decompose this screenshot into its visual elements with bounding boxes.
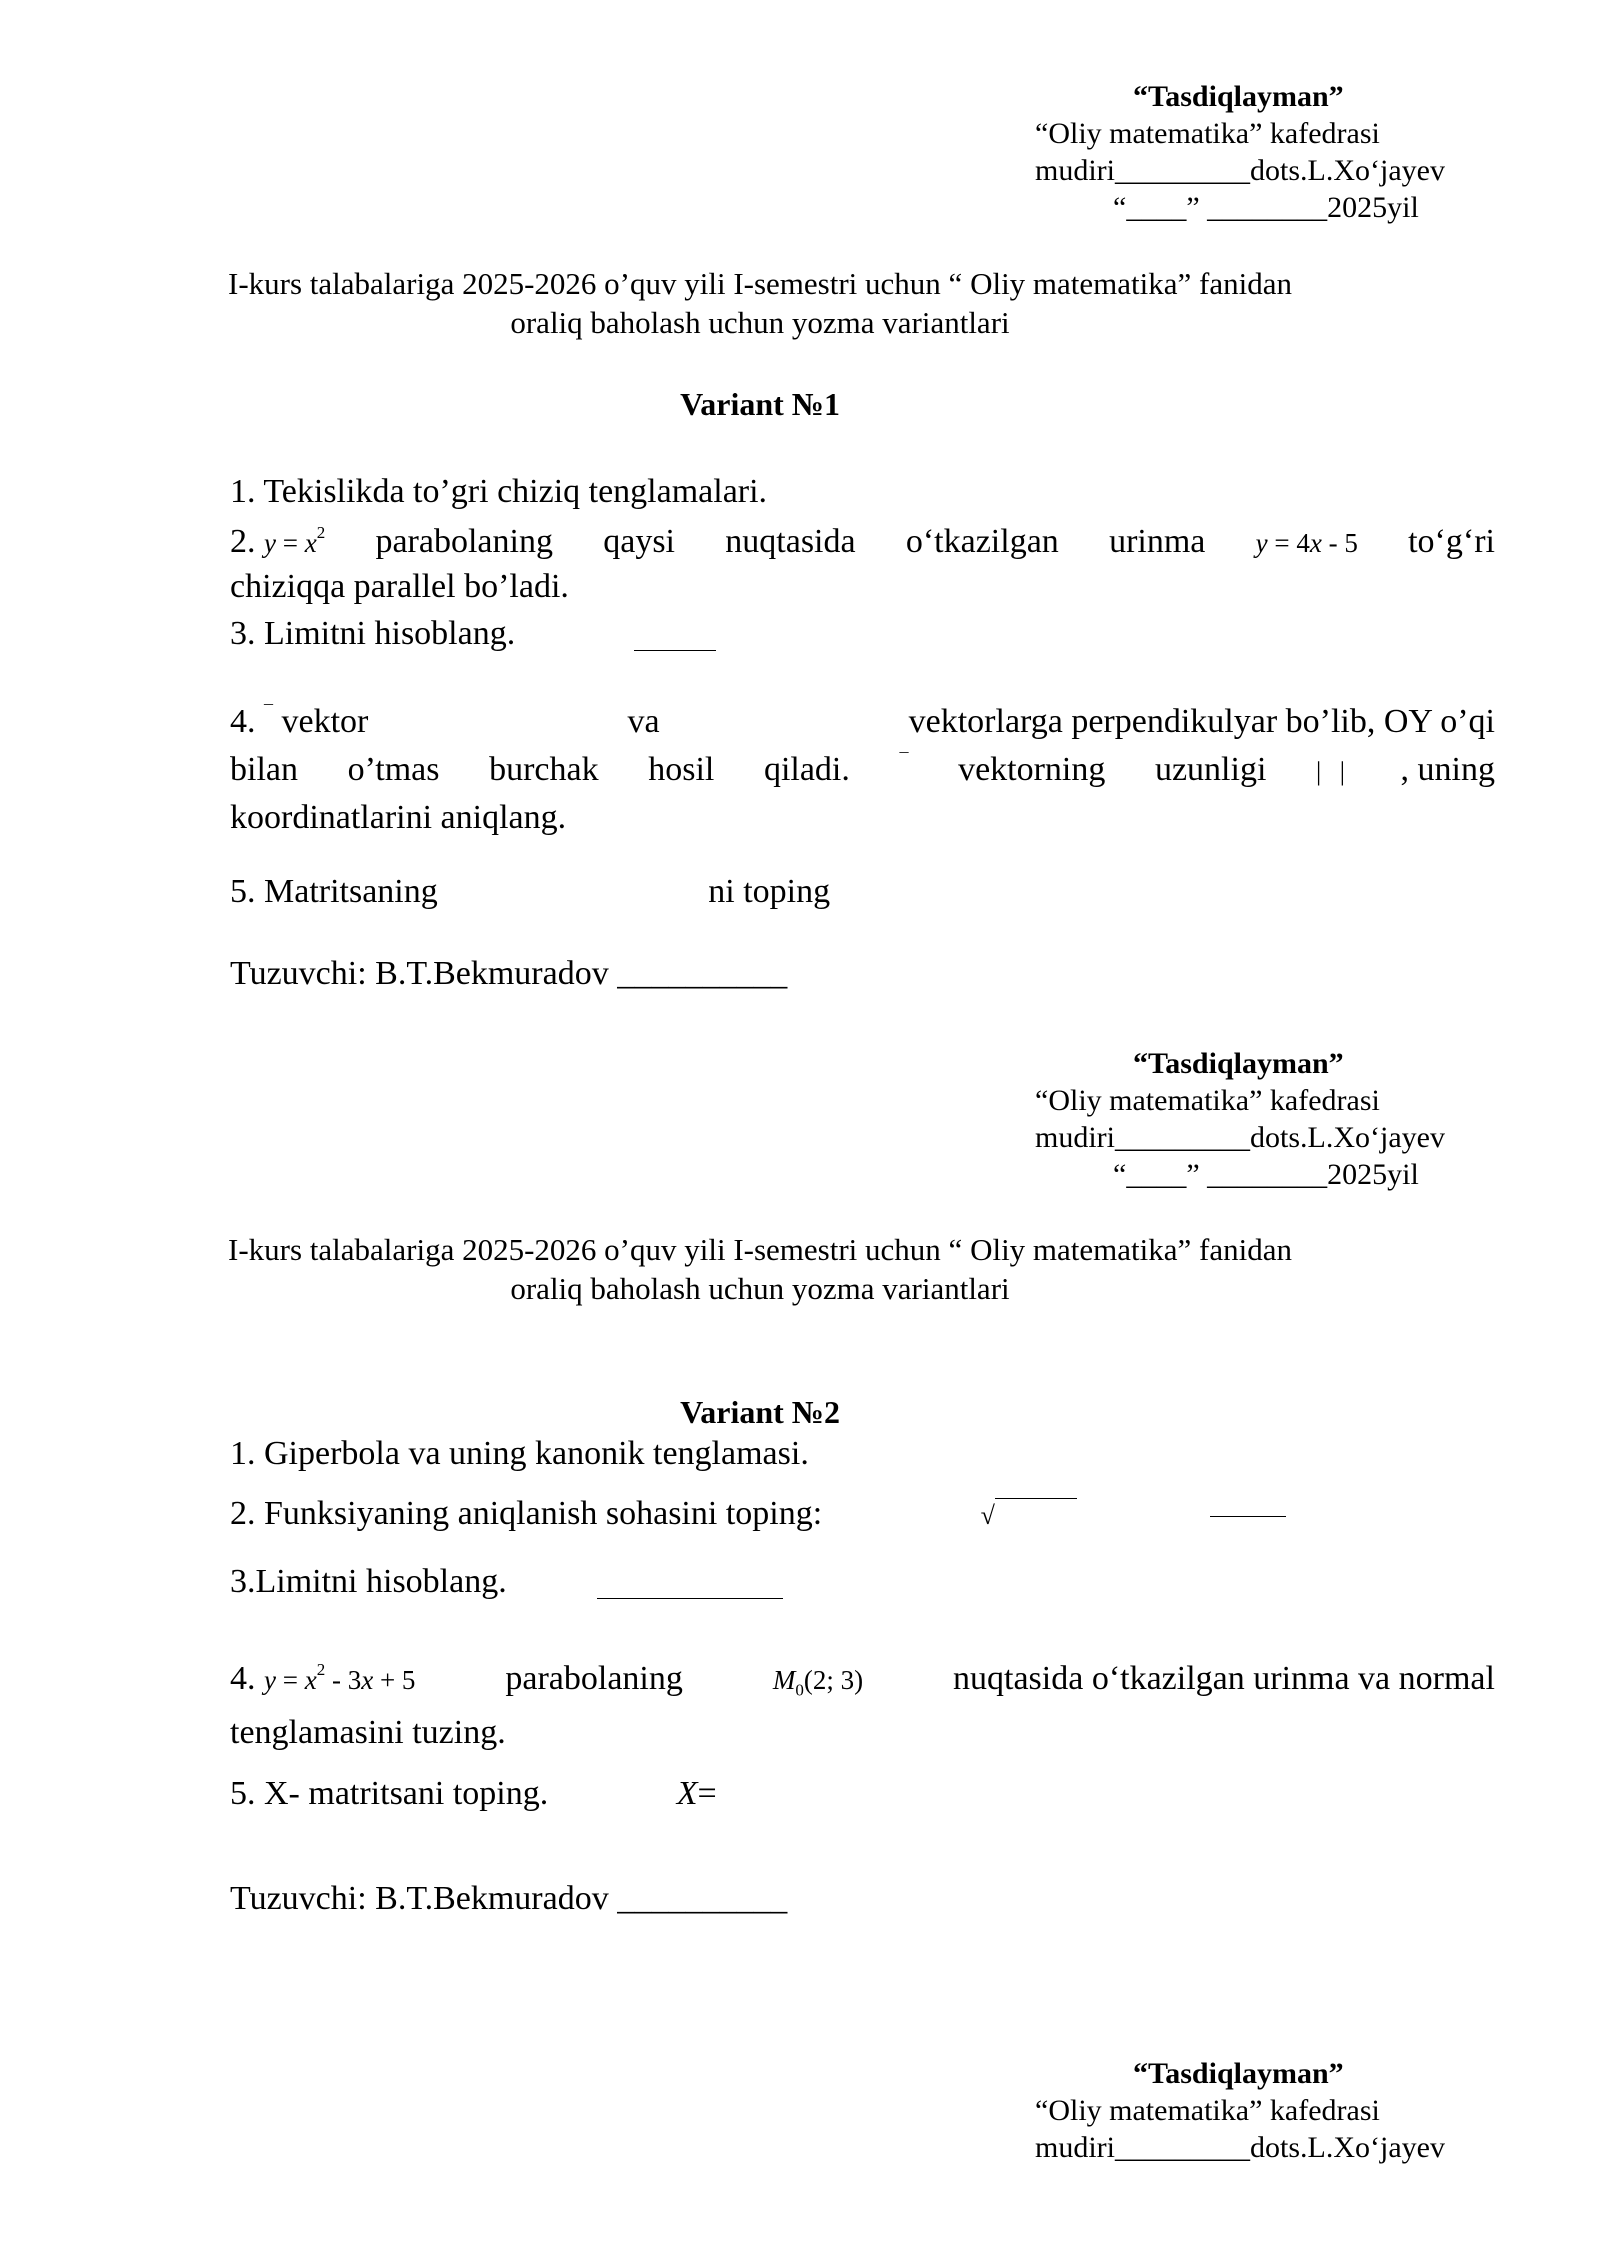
approval-head: mudiri_________dots.L.Xo‘jayev [1035, 154, 1445, 187]
v2-question-5: 5. X- matritsani toping. X= [230, 1775, 717, 1812]
v1-q2-word: urinma [1109, 523, 1206, 560]
v1-q2-number: 2. $y = x^2$ [230, 523, 326, 560]
v2-q4-line-1: 4. $y = x^2 - 3x + 5$ parabolaning $M_0(2$; 3) nuqtasida o‘tkazilgan urinma va normal [230, 1652, 1495, 1711]
approval-date: “____” ________2025yil [1113, 1158, 1419, 1191]
v1-q4-line-3: koordinatlarini aniqlang. [230, 799, 567, 836]
v2-question-3: 3.Limitni hisoblang. [230, 1560, 1495, 1603]
v1-question-5: 5. Matritsaning ni toping [230, 873, 831, 910]
v1-q2-word: parabolaning [375, 523, 553, 560]
v1-q2-word: qaysi [603, 523, 676, 560]
v2-question-4 [230, 1652, 1495, 1754]
v2-question-2: 2. Funksiyaning aniqlanish sohasini toping: √ [230, 1492, 1495, 1537]
heading-line-2: oraliq baholash uchun yozma variantlari [510, 305, 1010, 340]
variant-1-title: Variant №1 [680, 386, 840, 422]
v1-q2-word: nuqtasida [725, 523, 856, 560]
approval-department: “Oliy matematika” kafedrasi [1035, 117, 1380, 150]
document-heading-1 [200, 264, 1320, 342]
abs-value-bars: | | [1316, 757, 1351, 786]
fraction-bar [634, 650, 716, 651]
square-root-bar [995, 1498, 1077, 1500]
heading-line-1: I-kurs talabalariga 2025-2026 o’quv yili I-semestri uchun “ Oliy matematika” fanidan [228, 266, 1292, 301]
vector-bar: ¯ [264, 702, 273, 722]
parabola-formula: $y = x^2 - 3x + 5$ [264, 1660, 416, 1695]
approval-block-1 [1035, 78, 1495, 226]
approval-title: “Tasdiqlayman” [1133, 1047, 1344, 1080]
v1-q4-line-2: bilan o’tmas burchak hosil qiladi. ¯ vektorning uzunligi | | , uning [230, 748, 1495, 796]
approval-head: mudiri_________dots.L.Xo‘jayev [1035, 2131, 1445, 2164]
vector-bar: ¯ [899, 750, 909, 770]
variant-2-title: Variant №2 [680, 1394, 840, 1430]
v1-q2-word: to‘g‘ri [1408, 523, 1495, 560]
approval-title: “Tasdiqlayman” [1133, 2057, 1344, 2090]
document-heading-2 [200, 1230, 1320, 1308]
approval-block-2 [1035, 1045, 1495, 1193]
approval-head: mudiri_________dots.L.Xo‘jayev [1035, 1121, 1445, 1154]
heading-line-1: I-kurs talabalariga 2025-2026 o’quv yili I-semestri uchun “ Oliy matematika” fanidan [228, 1232, 1292, 1267]
line-formula: y = 4x - 5 [1255, 528, 1358, 558]
approval-block-3 [1035, 2055, 1495, 2166]
v1-q4-line-1: 4. ¯ vektor va vektorlarga perpendikulyar bo’lib, OY o’qi [230, 702, 1495, 740]
approval-department: “Oliy matematika” kafedrasi [1035, 1084, 1380, 1117]
approval-department: “Oliy matematika” kafedrasi [1035, 2094, 1380, 2127]
fraction-bar [1210, 1516, 1286, 1517]
v1-q2-word: o‘tkazilgan [905, 523, 1059, 560]
square-root-sign: √ [980, 1501, 995, 1530]
parabola-formula: $y = x^2$ [264, 523, 326, 558]
v2-author: Tuzuvchi: B.T.Bekmuradov __________ [230, 1880, 788, 1917]
heading-line-2: oraliq baholash uchun yozma variantlari [510, 1271, 1010, 1306]
v1-question-1: 1. Tekislikda to’gri chiziq tenglamalari. [230, 473, 768, 510]
v1-question-3: 3. Limitni hisoblang. [230, 612, 1495, 655]
fraction-bar [597, 1598, 783, 1599]
v2-question-1: 1. Giperbola va uning kanonik tenglamasi. [230, 1435, 809, 1472]
v1-q2-line-2: chiziqqa parallel bo’ladi. [230, 568, 569, 605]
approval-title: “Tasdiqlayman” [1133, 80, 1344, 113]
matrix-x-label: X= [676, 1775, 717, 1812]
v1-author: Tuzuvchi: B.T.Bekmuradov __________ [230, 955, 788, 992]
v1-question-2 [230, 515, 1495, 608]
v1-question-4 [230, 700, 1495, 839]
v1-q2-line-1 [230, 515, 1495, 565]
approval-date: “____” ________2025yil [1113, 191, 1419, 224]
point-m0: $M_0(2$; 3) [772, 1665, 864, 1700]
v2-q4-line-2: tenglamasini tuzing. [230, 1714, 506, 1752]
